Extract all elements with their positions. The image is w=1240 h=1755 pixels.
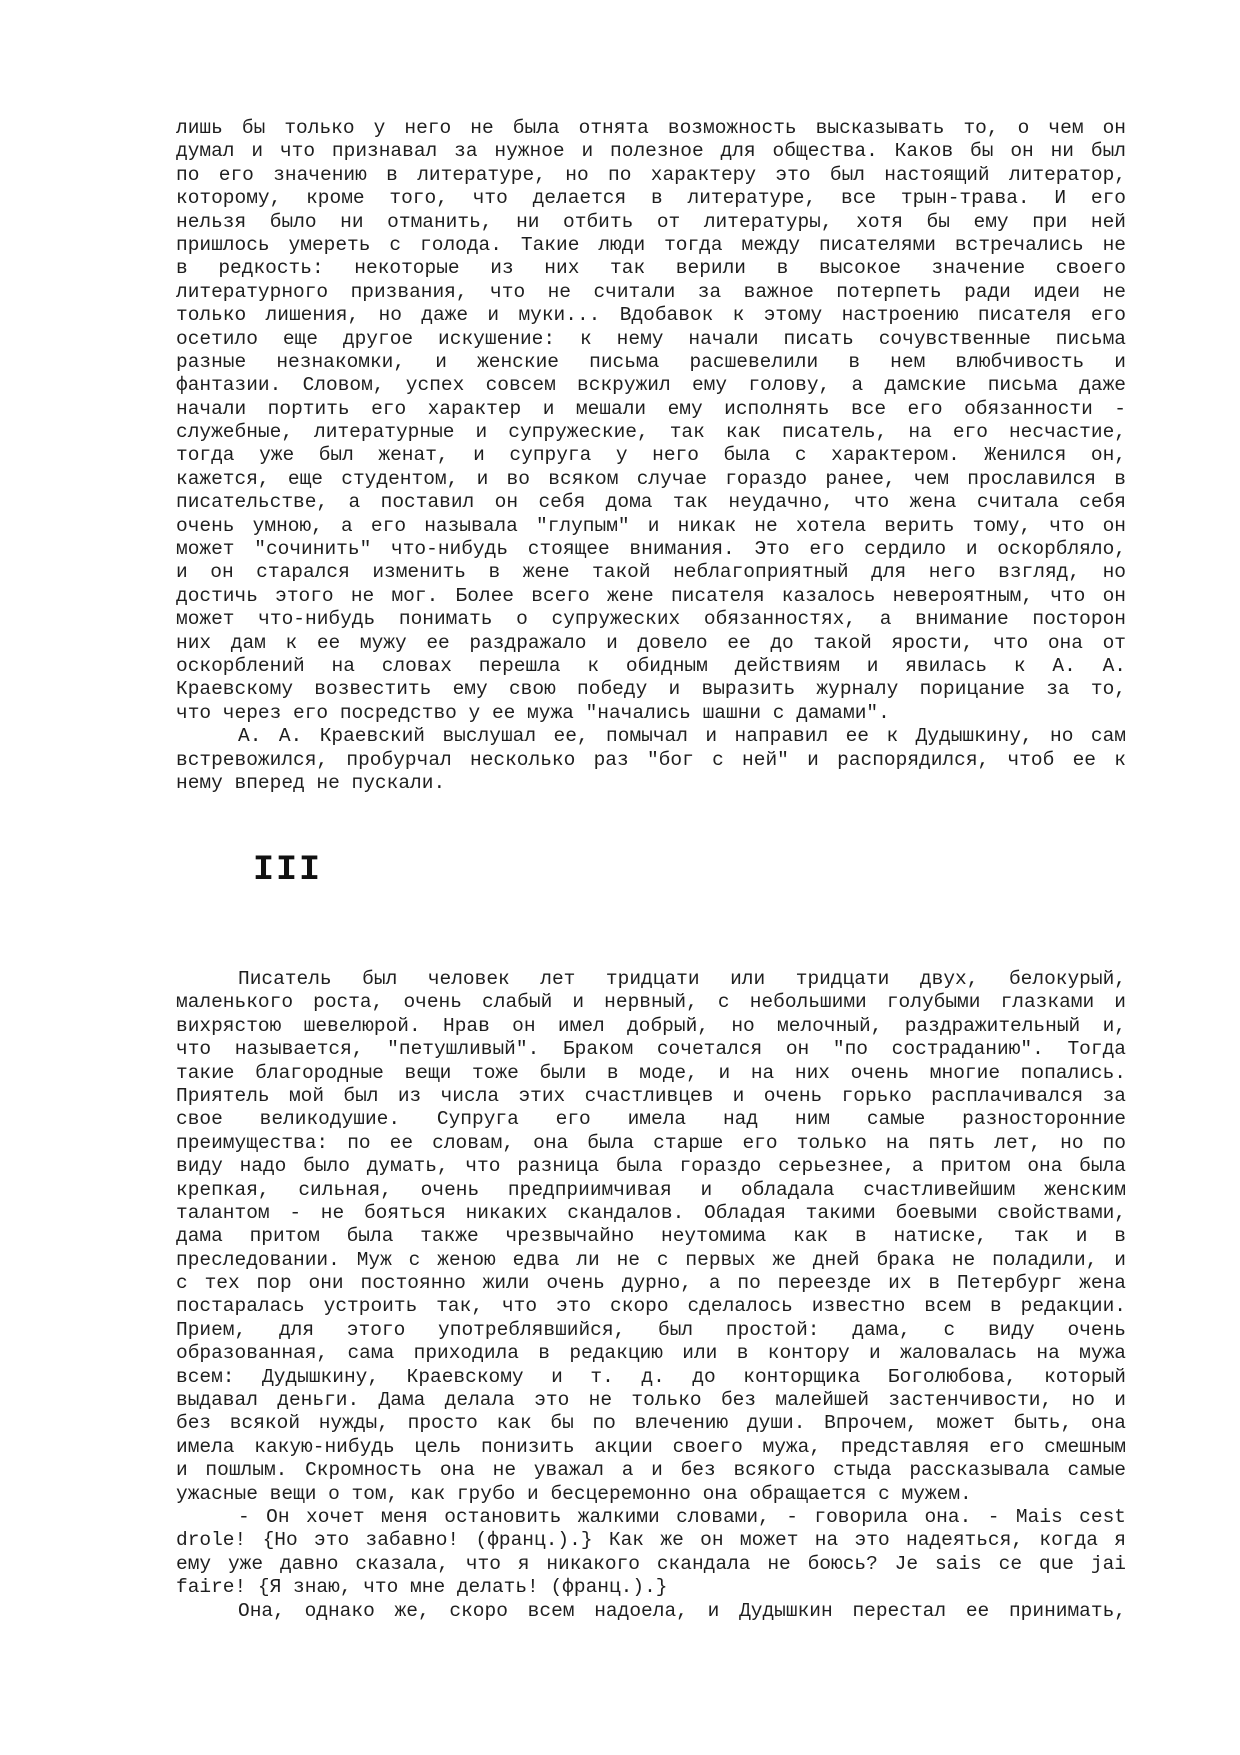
- text-line: достичь этого не мог. Более всего жене писателя казалось невероятным, что он: [176, 584, 1126, 607]
- text-line: выдавал деньги. Дама делала это не только без малейшей застенчивости, но и: [176, 1389, 1126, 1412]
- text-line: маленького роста, очень слабый и нервный, с небольшими голубыми глазками и: [176, 991, 1126, 1014]
- text-line: разные незнакомки, и женские письма расшевелили в нем влюбчивость и: [176, 350, 1126, 373]
- text-line: оскорблений на словах перешла к обидным действиям и явилась к А. А.: [176, 654, 1126, 677]
- text-line: очень умною, а его называла "глупым" и никак не хотела верить тому, что он: [176, 514, 1126, 537]
- text-line: ужасные вещи о том, как грубо и бесцеремонно она обращается с мужем.: [176, 1482, 972, 1505]
- text-line: образованная, сама приходила в редакцию или в контору и жаловалась на мужа: [176, 1342, 1126, 1365]
- text-line: постаралась устроить так, что это скоро сделалось известно всем в редакции.: [176, 1295, 1126, 1318]
- text-line: без всякой нужды, просто как бы по влечению души. Впрочем, может быть, она: [176, 1412, 1126, 1435]
- text-line: faire! {Я знаю, что мне делать! (франц.).}: [176, 1576, 668, 1599]
- text-line: и он старался изменить в жене такой неблагоприятный для него взгляд, но: [176, 561, 1126, 584]
- text-line: пришлось умереть с голода. Такие люди тогда между писателями встречались не: [176, 233, 1126, 256]
- text-line: что через его посредство у ее мужа "начались шашни с дамами".: [176, 701, 890, 724]
- text-line: нельзя было ни отманить, ни отбить от литературы, хотя бы ему при ней: [176, 210, 1126, 233]
- text-line: Краевскому возвестить ему свою победу и выразить журналу порицание за то,: [176, 678, 1126, 701]
- text-line: преследовании. Муж с женою едва ли не с первых же дней брака не поладили, и: [176, 1248, 1126, 1271]
- text-line: ему уже давно сказала, что я никакого скандала не боюсь? Je sais ce que jai: [176, 1552, 1126, 1575]
- text-line: вихрястою шевелюрой. Нрав он имел добрый, но мелочный, раздражительный и,: [176, 1014, 1126, 1037]
- chapter-heading: III: [253, 850, 323, 890]
- text-line: что называется, "петушливый". Браком сочетался он "по состраданию". Тогда: [176, 1038, 1126, 1061]
- text-section-1: [176, 117, 1126, 795]
- text-line: встревожился, пробурчал несколько раз "бог с ней" и распорядился, чтоб ее к: [176, 748, 1126, 771]
- text-line: Писатель был человек лет тридцати или тридцати двух, белокурый,: [238, 968, 1126, 990]
- text-line: кажется, еще студентом, и во всяком случае гораздо ранее, чем прославился в: [176, 467, 1126, 490]
- text-line: А. А. Краевский выслушал ее, помычал и направил ее к Дудышкину, но сам: [238, 725, 1126, 748]
- text-line: и пошлым. Скромность она не уважал а и без всякого стыда рассказывала самые: [176, 1459, 1126, 1482]
- text-line: лишь бы только у него не была отнята возможность высказывать то, о чем он: [176, 117, 1126, 139]
- text-line: которому, кроме того, что делается в литературе, все трын-трава. И его: [176, 187, 1126, 210]
- text-line: с тех пор они постоянно жили очень дурно, а по переезде их в Петербург жена: [176, 1272, 1126, 1295]
- text-line: думал и что признавал за нужное и полезное для общества. Каков бы он ни был: [176, 140, 1126, 163]
- text-line: начали портить его характер и мешали ему исполнять все его обязанности -: [176, 397, 1126, 420]
- text-section-2: [176, 968, 1126, 1623]
- text-line: фантазии. Словом, успех совсем вскружил ему голову, а дамские письма даже: [176, 374, 1126, 397]
- text-line: них дам к ее мужу ее раздражало и довело ее до такой ярости, что она от: [176, 631, 1126, 654]
- text-line: по его значению в литературе, но по характеру это был настоящий литератор,: [176, 163, 1126, 186]
- text-line: такие благородные вещи тоже были в моде, и на них очень многие попались.: [176, 1061, 1126, 1084]
- text-line: литературного призвания, что не считали за важное потерпеть ради идеи не: [176, 280, 1126, 303]
- text-line: Прием, для этого употреблявшийся, был простой: дама, с виду очень: [176, 1318, 1126, 1341]
- text-line: может "сочинить" что-нибудь стоящее внимания. Это его сердило и оскорбляло,: [176, 538, 1126, 561]
- text-line: преимущества: по ее словам, она была старше его только на пять лет, но по: [176, 1131, 1126, 1154]
- text-line: Приятель мой был из числа этих счастливцев и очень горько расплачивался за: [176, 1084, 1126, 1107]
- text-line: нему вперед не пускали.: [176, 771, 446, 794]
- text-line: в редкость: некоторые из них так верили в высокое значение своего: [176, 257, 1126, 280]
- text-line: осетило еще другое искушение: к нему начали писать сочувственные письма: [176, 327, 1126, 350]
- text-line: только лишения, но даже и муки... Вдобавок к этому настроению писателя его: [176, 304, 1126, 327]
- text-line: крепкая, сильная, очень предприимчивая и обладала счастливейшим женским: [176, 1178, 1126, 1201]
- text-line: дама притом была также чрезвычайно неутомима как в натиске, так и в: [176, 1225, 1126, 1248]
- text-line: виду надо было думать, что разница была гораздо серьезнее, а притом она была: [176, 1155, 1126, 1178]
- text-line: Она, однако же, скоро всем надоела, и Дудышкин перестал ее принимать,: [238, 1599, 1126, 1622]
- text-line: талантом - не бояться никаких скандалов. Обладая такими боевыми свойствами,: [176, 1201, 1126, 1224]
- text-line: писательстве, а поставил он себя дома так неудачно, что жена считала себя: [176, 491, 1126, 514]
- text-line: может что-нибудь понимать о супружеских обязанностях, а внимание посторон: [176, 608, 1126, 631]
- text-line: свое великодушие. Супруга его имела над ним самые разносторонние: [176, 1108, 1126, 1131]
- text-line: всем: Дудышкину, Краевскому и т. д. до конторщика Боголюбова, который: [176, 1365, 1126, 1388]
- text-line: - Он хочет меня остановить жалкими словами, - говорила она. - Mais cest: [238, 1505, 1126, 1528]
- text-line: имела какую-нибудь цель понизить акции своего мужа, представляя его смешным: [176, 1435, 1126, 1458]
- text-line: тогда уже был женат, и супруга у него была с характером. Женился он,: [176, 444, 1126, 467]
- text-line: служебные, литературные и супружеские, так как писатель, на его несчастие,: [176, 421, 1126, 444]
- text-line: drole! {Но это забавно! (франц.).} Как же он может на это надеяться, когда я: [176, 1529, 1126, 1552]
